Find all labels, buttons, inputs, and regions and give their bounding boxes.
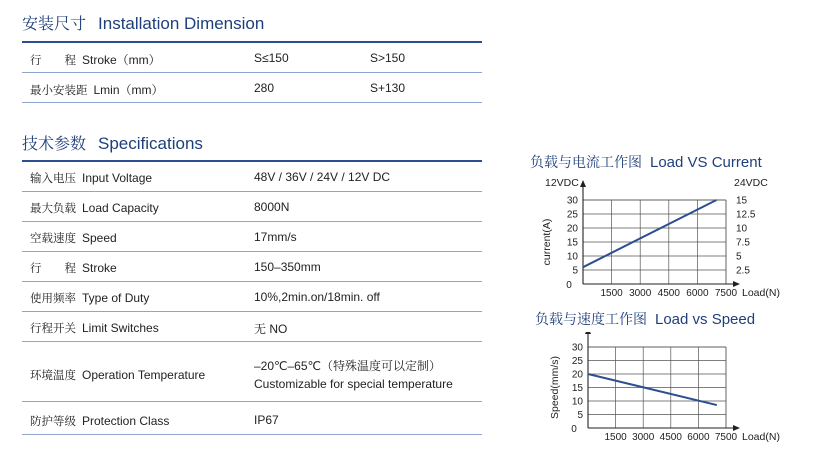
- y-tick-label: 15: [571, 383, 583, 394]
- chart-speed-title: [535, 309, 755, 329]
- row-label-en: Load Capacity: [82, 201, 159, 215]
- row-value: 8000N: [254, 200, 290, 214]
- spec-row-divider: [22, 401, 482, 402]
- x-tick-label: 4500: [657, 288, 680, 299]
- row-label-cn: 使用频率: [30, 291, 76, 305]
- series-line: [583, 200, 716, 267]
- row-label-cn: 最小安装距: [30, 83, 88, 97]
- y-tick-label: 10: [571, 396, 583, 408]
- x-tick-label: 6000: [686, 288, 709, 299]
- row-label-en: Operation Temperature: [82, 368, 206, 382]
- row-label-cn: 行程开关: [30, 321, 76, 335]
- y-tick-label: 30: [566, 195, 578, 207]
- installation-row-divider: [22, 72, 482, 73]
- specifications-bottom-rule: [22, 434, 482, 435]
- y-tick-label-right: 15: [736, 195, 748, 207]
- left-axis-top-label: 12VDC: [545, 177, 579, 189]
- row-value: –20℃–65℃（特殊温度可以定制）: [254, 359, 441, 373]
- x-axis-arrow-icon: [733, 425, 740, 431]
- y-tick-label: 25: [566, 209, 578, 221]
- chart-current: [528, 176, 818, 306]
- specifications-title: [22, 131, 203, 154]
- specifications-title-cn: 技术参数: [22, 134, 87, 153]
- row-value-line2: Customizable for special temperature: [254, 377, 453, 391]
- row-label-en: Protection Class: [82, 414, 170, 428]
- row-value-1: S≤150: [254, 51, 289, 65]
- spec-row-divider: [22, 251, 482, 252]
- right-axis-top-label: 24VDC: [734, 177, 768, 189]
- y-tick-label: 20: [571, 369, 583, 381]
- row-value: 17mm/s: [254, 230, 297, 244]
- y-tick-label: 5: [572, 265, 578, 277]
- row-label-cn: 行 程: [30, 53, 76, 67]
- row-value: 无 NO: [254, 322, 288, 336]
- spec-row-divider: [22, 281, 482, 282]
- x-tick-label: 3000: [629, 288, 652, 299]
- row-value: 48V / 36V / 24V / 12V DC: [254, 170, 391, 184]
- installation-title-en: Installation Dimension: [98, 14, 265, 33]
- row-value-2: S+130: [370, 81, 406, 95]
- installation-top-rule: [22, 41, 482, 43]
- row-label-cn: 输入电压: [30, 171, 76, 185]
- x-tick-label: 4500: [659, 432, 682, 443]
- x-tick-label: 7500: [714, 288, 738, 299]
- row-label-en: Stroke: [82, 261, 117, 275]
- x-axis-label: Load(N): [742, 431, 780, 443]
- row-label-cn: 防护等级: [30, 414, 76, 428]
- y-tick-label: 5: [577, 410, 583, 421]
- chart-speed: [528, 332, 818, 462]
- y-tick-label-right: 2.5: [736, 265, 750, 277]
- y-tick-label: 30: [571, 342, 583, 354]
- spec-row-divider: [22, 191, 482, 192]
- y-tick-label: 20: [566, 223, 578, 235]
- y-tick-label: 25: [571, 356, 583, 367]
- series-line: [588, 374, 717, 405]
- y-axis-label: Speed(mm/s): [549, 355, 561, 420]
- specifications-title-en: Specifications: [98, 134, 203, 153]
- chart-current-title-en: Load VS Current: [650, 154, 762, 171]
- row-value: IP67: [254, 413, 279, 427]
- row-label-en: Speed: [82, 231, 117, 245]
- chart-current-title-cn: 负载与电流工作图: [530, 155, 642, 171]
- chart-speed-title-en: Load vs Speed: [655, 311, 756, 328]
- x-tick-label: 7500: [714, 432, 738, 443]
- row-value: 150–350mm: [254, 260, 321, 274]
- x-tick-label: 0: [571, 424, 577, 435]
- y-axis-label: current(A): [541, 218, 553, 266]
- y-tick-label: 10: [566, 251, 578, 263]
- y-tick-label-right: 12.5: [736, 209, 756, 221]
- x-tick-label: 3000: [632, 432, 655, 443]
- spec-row-divider: [22, 341, 482, 342]
- x-tick-label: 1500: [604, 432, 627, 443]
- row-label-en: Input Voltage: [82, 171, 153, 185]
- y-tick-label-right: 10: [736, 223, 748, 235]
- x-axis-label: Load(N): [742, 287, 780, 299]
- x-tick-label: 1500: [600, 288, 623, 299]
- row-value-1: 280: [254, 81, 275, 95]
- installation-title-cn: 安装尺寸: [22, 14, 87, 33]
- row-label-cn: 环境温度: [30, 368, 76, 382]
- row-label-cn: 行 程: [30, 261, 76, 275]
- x-tick-label: 6000: [687, 432, 710, 443]
- y-axis-arrow-icon: [580, 180, 586, 187]
- chart-speed-title-cn: 负载与速度工作图: [535, 312, 647, 328]
- x-tick-label: 0: [566, 280, 572, 291]
- chart-current-title: [530, 152, 762, 172]
- y-tick-label-right: 7.5: [736, 237, 750, 249]
- x-axis-arrow-icon: [733, 281, 740, 287]
- y-tick-label: 15: [566, 237, 578, 249]
- row-label-cn: 最大负载: [30, 201, 76, 215]
- y-tick-label-right: 5: [736, 251, 742, 263]
- row-label-en: Type of Duty: [82, 291, 150, 305]
- specifications-top-rule: [22, 160, 482, 162]
- spec-row-divider: [22, 221, 482, 222]
- row-label-en: Lmin（mm）: [93, 83, 164, 97]
- installation-bottom-rule: [22, 102, 482, 103]
- row-label-en: Limit Switches: [82, 321, 159, 335]
- row-value-2: S>150: [370, 51, 406, 65]
- row-label-en: Stroke（mm）: [82, 53, 161, 67]
- installation-title: [22, 11, 264, 34]
- y-axis-arrow-icon: [585, 332, 591, 334]
- row-value: 10%,2min.on/18min. off: [254, 290, 380, 304]
- row-label-cn: 空载速度: [30, 231, 76, 245]
- spec-row-divider: [22, 311, 482, 312]
